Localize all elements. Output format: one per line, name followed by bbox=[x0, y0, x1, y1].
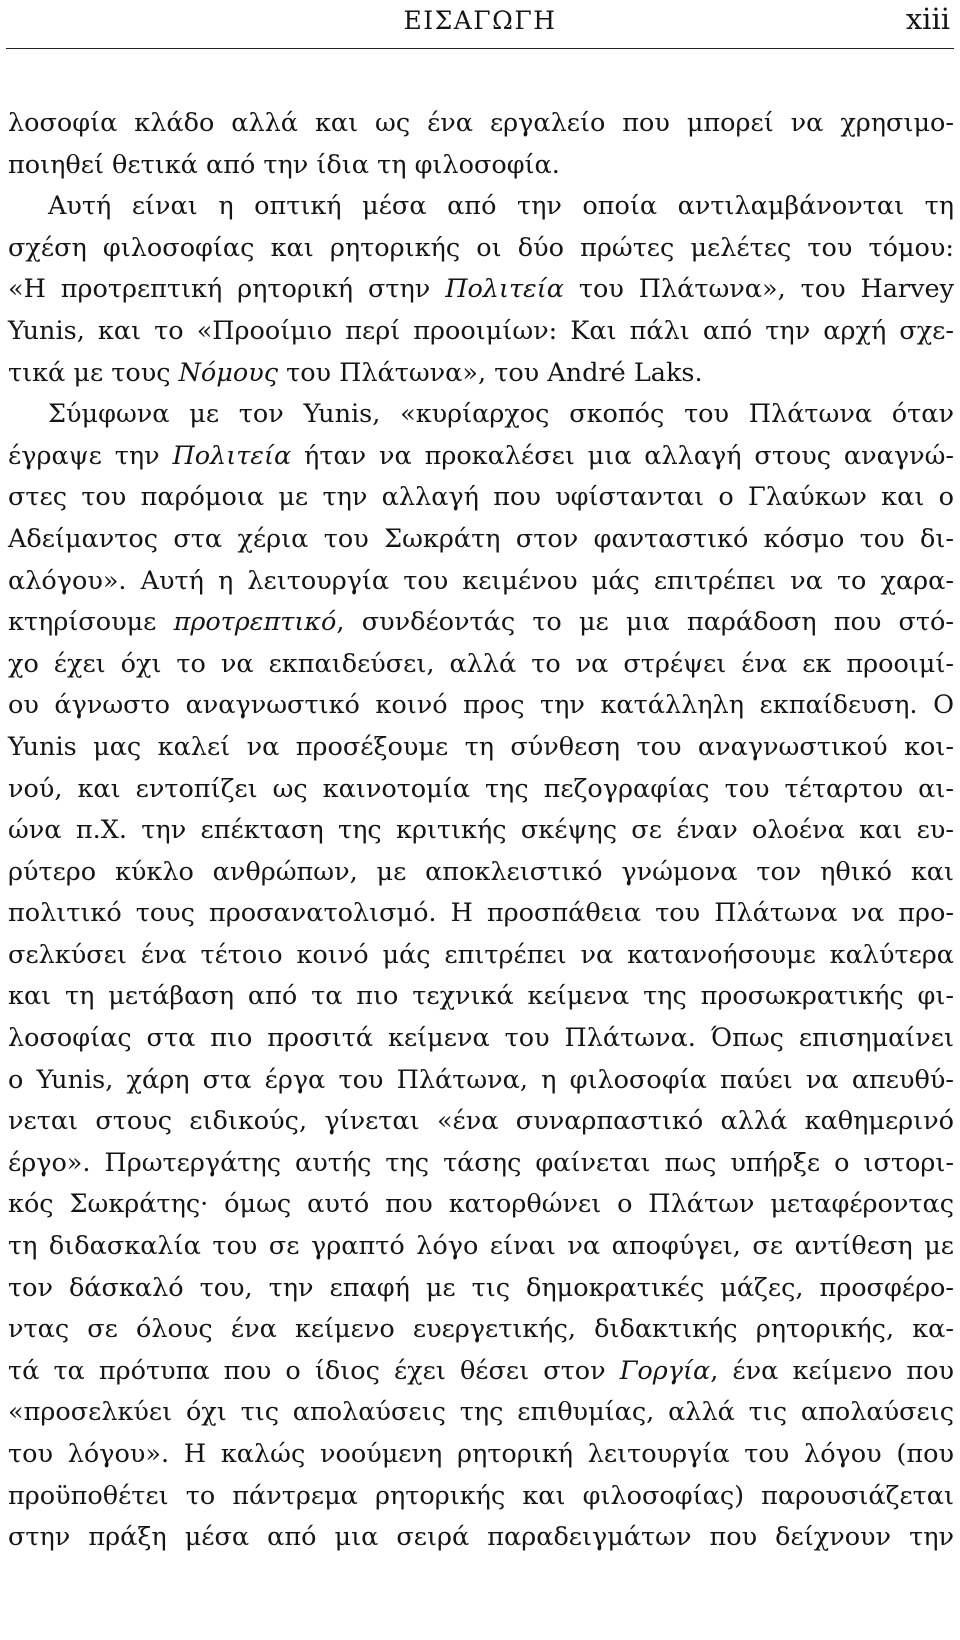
text-segment: λοσοφία κλάδο αλλά και ως ένα εργαλείο που μπορεί να χρησιμο- bbox=[8, 108, 954, 138]
text-segment: κός Σωκράτης· όμως αυτό που κατορθώνει ο Πλάτων μεταφέροντας bbox=[8, 1189, 954, 1220]
text-line bbox=[8, 436, 954, 478]
text-segment: του Πλάτωνα», του André Laks. bbox=[277, 357, 703, 388]
text-line bbox=[8, 145, 954, 187]
text-line bbox=[8, 477, 954, 519]
text-segment: τον δάσκαλό του, την επαφή με τις δημοκρατικές μάζες, προσφέρο- bbox=[8, 1272, 954, 1303]
text-line bbox=[8, 810, 954, 852]
text-segment: «προσελκύει όχι τις απολαύσεις της επιθυμίας, αλλά τις απολαύσεις bbox=[8, 1397, 954, 1428]
text-segment: Yunis μας καλεί να προσέξουμε τη σύνθεση του αναγνωστικού κοι- bbox=[8, 731, 954, 762]
text-segment: Yunis, και το «Προοίμιο περί προοιμίων: Και πάλι από την αρχή σχε- bbox=[8, 315, 954, 346]
text-line bbox=[8, 228, 954, 270]
text-segment: και τη μετάβαση από τα πιο τεχνικά κείμενα της προσωκρατικής φι- bbox=[8, 981, 954, 1012]
text-segment: ρύτερο κύκλο ανθρώπων, με αποκλειστικό γνώμονα τον ηθικό και bbox=[8, 856, 954, 887]
italic-title: προτρεπτικό bbox=[173, 607, 337, 638]
text-line bbox=[8, 976, 954, 1018]
page-number: xiii bbox=[905, 2, 950, 36]
text-line bbox=[8, 893, 954, 935]
text-line bbox=[8, 1226, 954, 1268]
text-segment: Σύμφωνα με τον Yunis, «κυρίαρχος σκοπός του Πλάτωνα όταν bbox=[48, 399, 954, 430]
text-segment: Αδείμαντος στα χέρια του Σωκράτη στον φανταστικό κόσμο του δι- bbox=[8, 523, 954, 554]
text-segment: , συνδέοντάς το με μια παράδοση που στό- bbox=[336, 607, 954, 638]
text-segment: νού, και εντοπίζει ως καινοτομία της πεζογραφίας του τέταρτου αι- bbox=[8, 773, 954, 804]
text-line bbox=[8, 311, 954, 353]
text-segment: στην πράξη μέσα από μια σειρά παραδειγμάτων που δείχνουν την bbox=[8, 1522, 954, 1553]
italic-title: Νόμους bbox=[178, 357, 278, 388]
text-line bbox=[8, 353, 954, 395]
text-line bbox=[8, 852, 954, 894]
text-line bbox=[8, 561, 954, 603]
text-line bbox=[8, 644, 954, 686]
text-line bbox=[8, 1143, 954, 1185]
italic-title: Πολιτεία bbox=[445, 274, 564, 305]
text-segment: έργο». Πρωτεργάτης αυτής της τάσης φαίνεται πως υπήρξε ο ιστορι- bbox=[8, 1147, 954, 1178]
text-segment: έγραψε την bbox=[8, 440, 173, 471]
text-segment: τη διδασκαλία του σε γραπτό λόγο είναι να αποφύγει, σε αντίθεση με bbox=[8, 1231, 954, 1262]
text-segment: ου άγνωστο αναγνωστικό κοινό προς την κατάλληλη εκπαίδευση. Ο bbox=[8, 690, 954, 721]
text-segment: ήταν να προκαλέσει μια αλλαγή στους αναγνώ- bbox=[291, 440, 955, 471]
text-segment: ώνα π.Χ. την επέκταση της κριτικής σκέψης σε έναν ολοένα και ευ- bbox=[8, 815, 954, 846]
text-line bbox=[8, 1060, 954, 1102]
text-line bbox=[8, 519, 954, 561]
text-segment: στες του παρόμοια με την αλλαγή που υφίστανται ο Γλαύκων και ο bbox=[8, 482, 954, 513]
text-line bbox=[8, 269, 954, 311]
text-segment: ο Yunis, χάρη στα έργα του Πλάτωνα, η φιλοσοφία παύει να απευθύ- bbox=[8, 1064, 954, 1095]
text-line bbox=[8, 1184, 954, 1226]
text-segment: χο έχει όχι το να εκπαιδεύσει, αλλά το να στρέψει ένα εκ προοιμί- bbox=[8, 648, 954, 679]
italic-title: Πολιτεία bbox=[172, 440, 292, 471]
text-line bbox=[8, 769, 954, 811]
text-segment: ποιηθεί θετικά από την ίδια τη φιλοσοφία. bbox=[8, 149, 560, 180]
text-segment: κτηρίσουμε bbox=[8, 607, 174, 638]
text-line bbox=[8, 1351, 954, 1393]
page-header bbox=[6, 0, 954, 48]
body-text bbox=[8, 103, 954, 1559]
text-line bbox=[8, 727, 954, 769]
text-segment: τά τα πρότυπα που ο ίδιος έχει θέσει στον bbox=[8, 1355, 620, 1386]
italic-title: Γοργία bbox=[619, 1355, 711, 1386]
text-line bbox=[8, 1476, 954, 1518]
text-line bbox=[8, 1309, 954, 1351]
header-rule bbox=[6, 48, 954, 49]
text-segment: αλόγου». Αυτή η λειτουργία του κειμένου μάς επιτρέπει να το χαρα- bbox=[8, 565, 954, 596]
text-line bbox=[8, 602, 954, 644]
text-line bbox=[8, 186, 954, 228]
running-head: ΕΙΣΑΓΩΓΗ bbox=[403, 6, 557, 35]
text-line bbox=[8, 685, 954, 727]
text-line bbox=[8, 935, 954, 977]
text-segment: λοσοφίας στα πιο προσιτά κείμενα του Πλάτωνα. Όπως επισημαίνει bbox=[8, 1023, 954, 1054]
text-line bbox=[8, 1101, 954, 1143]
text-line bbox=[8, 1268, 954, 1310]
text-segment: προϋποθέτει το πάντρεμα ρητορικής και φιλοσοφίας) παρουσιάζεται bbox=[8, 1480, 954, 1511]
text-line bbox=[8, 103, 954, 145]
text-line bbox=[8, 1517, 954, 1559]
text-line bbox=[8, 1434, 954, 1476]
text-segment: «Η προτρεπτική ρητορική στην bbox=[8, 274, 446, 305]
text-line bbox=[8, 1392, 954, 1434]
text-segment: σελκύσει ένα τέτοιο κοινό μάς επιτρέπει να κατανοήσουμε καλύτερα bbox=[8, 939, 954, 970]
text-segment: του Πλάτωνα», του Harvey bbox=[563, 274, 955, 305]
text-segment: του λόγου». Η καλώς νοούμενη ρητορική λειτουργία του λόγου (που bbox=[8, 1439, 954, 1469]
text-segment: νεται στους ειδικούς, γίνεται «ένα συναρπαστικό αλλά καθημερινό bbox=[8, 1106, 954, 1137]
text-segment: σχέση φιλοσοφίας και ρητορικής οι δύο πρώτες μελέτες του τόμου: bbox=[8, 232, 954, 263]
text-line bbox=[8, 1018, 954, 1060]
text-segment: τικά με τους bbox=[8, 357, 179, 388]
text-segment: ντας σε όλους ένα κείμενο ευεργετικής, διδακτικής ρητορικής, κα- bbox=[8, 1314, 954, 1345]
text-segment: Αυτή είναι η οπτική μέσα από την οποία αντιλαμβάνονται τη bbox=[48, 191, 954, 222]
text-segment: , ένα κείμενο που bbox=[710, 1355, 954, 1386]
text-line bbox=[8, 394, 954, 436]
text-segment: πολιτικό τους προσανατολισμό. Η προσπάθεια του Πλάτωνα να προ- bbox=[8, 898, 954, 929]
